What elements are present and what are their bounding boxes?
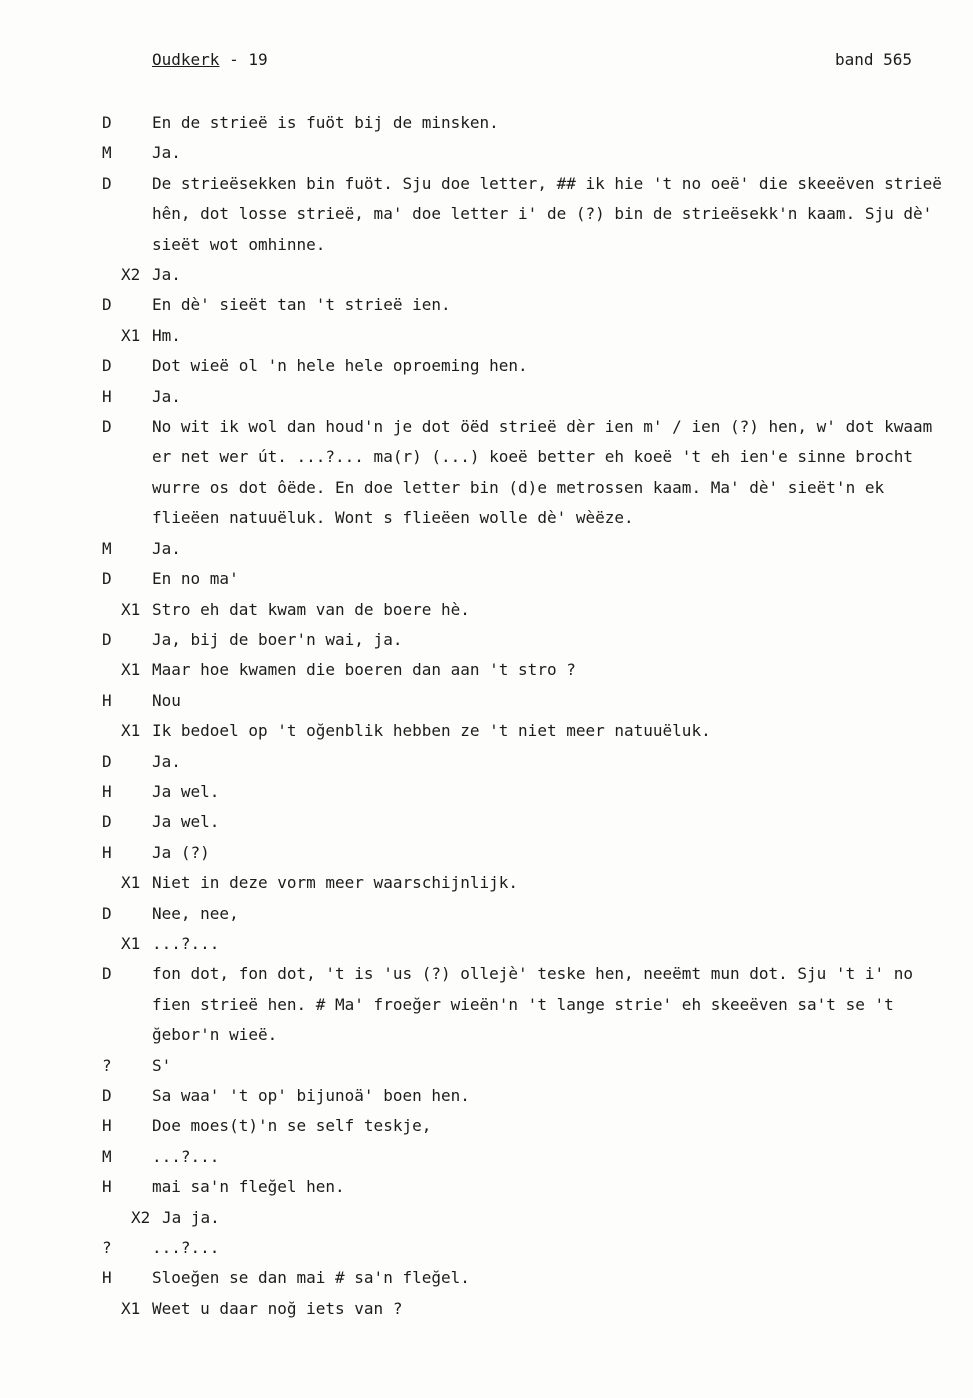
speaker-label: D	[102, 1086, 112, 1105]
turn	[0, 929, 973, 959]
utterance: Ja (?)	[152, 842, 210, 862]
turn	[0, 686, 973, 716]
utterance: Nou	[152, 690, 181, 710]
turn	[0, 899, 973, 929]
speaker-label: M	[102, 1146, 112, 1166]
speaker-label: D	[102, 173, 112, 193]
speaker-label: X1	[121, 933, 141, 953]
place-name: Oudkerk	[152, 50, 220, 69]
speaker-label: X1	[121, 721, 141, 741]
turn	[0, 260, 973, 290]
utterance: Ja.	[152, 143, 181, 163]
utterance: fon dot, fon dot, 't is 'us (?) ollejè' teske hen, neeëmt mun dot. Sju 't i' no fien strieë hen. # Ma' froeğer wieën'n 't lange strie' eh skeeëven sa't se 't ğebor'n wieë.	[152, 964, 923, 1045]
turn	[0, 716, 973, 746]
transcript	[0, 108, 973, 1324]
speaker-label: D	[102, 964, 112, 984]
speaker-label: X2	[131, 1207, 151, 1227]
turn	[0, 1203, 973, 1233]
turn	[0, 351, 973, 381]
utterance: Sa waa' 't op' bijunoä' boen hen.	[152, 1086, 470, 1105]
turn	[0, 777, 973, 807]
speaker-label: H	[102, 690, 112, 710]
turn	[0, 1294, 973, 1324]
speaker-label: H	[102, 781, 112, 801]
utterance: Ja.	[152, 265, 181, 285]
turn	[0, 595, 973, 625]
speaker-label: ?	[102, 1055, 112, 1075]
utterance: En de strieë is fuöt bij de minsken.	[152, 113, 499, 132]
speaker-label: H	[102, 1268, 112, 1288]
utterance: Niet in deze vorm meer waarschijnlijk.	[152, 873, 519, 893]
utterance: ...?...	[152, 933, 220, 953]
turn	[0, 382, 973, 412]
turn	[0, 534, 973, 564]
turn	[0, 169, 973, 260]
page-header	[152, 50, 912, 74]
turn	[0, 807, 973, 837]
utterance: En no ma'	[152, 569, 239, 589]
speaker-label: X1	[121, 1298, 141, 1318]
speaker-label: D	[102, 295, 112, 315]
speaker-label: X1	[121, 599, 141, 619]
speaker-label: X1	[121, 660, 141, 680]
turn	[0, 655, 973, 685]
turn	[0, 108, 973, 138]
utterance: mai sa'n fleğel hen.	[152, 1177, 345, 1197]
speaker-label: H	[102, 386, 112, 406]
speaker-label: H	[102, 1177, 112, 1197]
utterance: Ja, bij de boer'n wai, ja.	[152, 629, 403, 649]
speaker-label: D	[102, 417, 112, 437]
turn	[0, 1263, 973, 1293]
speaker-label: D	[102, 356, 112, 376]
page-number: - 19	[219, 50, 268, 69]
utterance: Ja wel.	[152, 812, 220, 832]
turn	[0, 290, 973, 320]
speaker-label: D	[102, 812, 112, 832]
utterance: Nee, nee,	[152, 903, 239, 923]
speaker-label: X1	[121, 873, 141, 893]
utterance: ...?...	[152, 1146, 220, 1166]
turn	[0, 1051, 973, 1081]
speaker-label: D	[102, 629, 112, 649]
utterance: Ja.	[152, 751, 181, 771]
utterance: Hm.	[152, 325, 181, 345]
turn	[0, 625, 973, 655]
utterance: Ja ja.	[162, 1207, 220, 1227]
speaker-label: D	[102, 569, 112, 589]
utterance: Doe moes(t)'n se self teskje,	[152, 1116, 432, 1136]
utterance: Stro eh dat kwam van de boere hè.	[152, 599, 470, 619]
speaker-label: M	[102, 538, 112, 558]
utterance: Sloeğen se dan mai # sa'n fleğel.	[152, 1268, 470, 1288]
utterance: Ja wel.	[152, 781, 220, 801]
utterance: Weet u daar noğ iets van ?	[152, 1298, 403, 1318]
turn	[0, 1111, 973, 1141]
turn	[0, 564, 973, 594]
utterance: En dè' sieët tan 't strieë ien.	[152, 295, 451, 315]
turn	[0, 412, 973, 534]
utterance: S'	[152, 1055, 172, 1075]
speaker-label: X1	[121, 325, 141, 345]
utterance: De strieësekken bin fuöt. Sju doe letter, ## ik hie 't no oeë' die skeeëven strieë hên, dot losse strieë, ma' doe letter i' de (?) bin de strieësekk'n kaam. Sju dè' sieët wot omhinne.	[152, 173, 952, 254]
turn	[0, 1172, 973, 1202]
turn	[0, 138, 973, 168]
speaker-label: ?	[102, 1238, 112, 1258]
turn	[0, 1081, 973, 1111]
speaker-label: D	[102, 113, 112, 132]
speaker-label: M	[102, 143, 112, 163]
utterance: Ik bedoel op 't oğenblik hebben ze 't niet meer natuuëluk.	[152, 721, 711, 741]
speaker-label: D	[102, 903, 112, 923]
turn	[0, 321, 973, 351]
page-title	[152, 50, 268, 69]
speaker-label: D	[102, 751, 112, 771]
turn	[0, 959, 973, 1050]
speaker-label: H	[102, 1116, 112, 1136]
band-number: band 565	[834, 50, 912, 69]
turn	[0, 1142, 973, 1172]
turn	[0, 868, 973, 898]
speaker-label: X2	[121, 265, 141, 285]
turn	[0, 747, 973, 777]
utterance: ...?...	[152, 1238, 220, 1258]
utterance: Ja.	[152, 386, 181, 406]
turn	[0, 838, 973, 868]
utterance: Dot wieë ol 'n hele hele oproeming hen.	[152, 356, 528, 376]
utterance: Maar hoe kwamen die boeren dan aan 't stro ?	[152, 660, 576, 680]
speaker-label: H	[102, 842, 112, 862]
utterance: Ja.	[152, 538, 181, 558]
utterance: No wit ik wol dan houd'n je dot öëd strieë dèr ien m' / ien (?) hen, w' dot kwaam er net wer út. ...?... ma(r) (...) koeë better eh koeë 't eh ien'e sinne brocht wurre os dot ôëde. En doe letter bin (d)e metrossen kaam. Ma' dè' sieët'n ek flieëen natuuëluk. Wont s flieëen wolle dè' wèëze.	[152, 417, 942, 528]
turn	[0, 1233, 973, 1263]
